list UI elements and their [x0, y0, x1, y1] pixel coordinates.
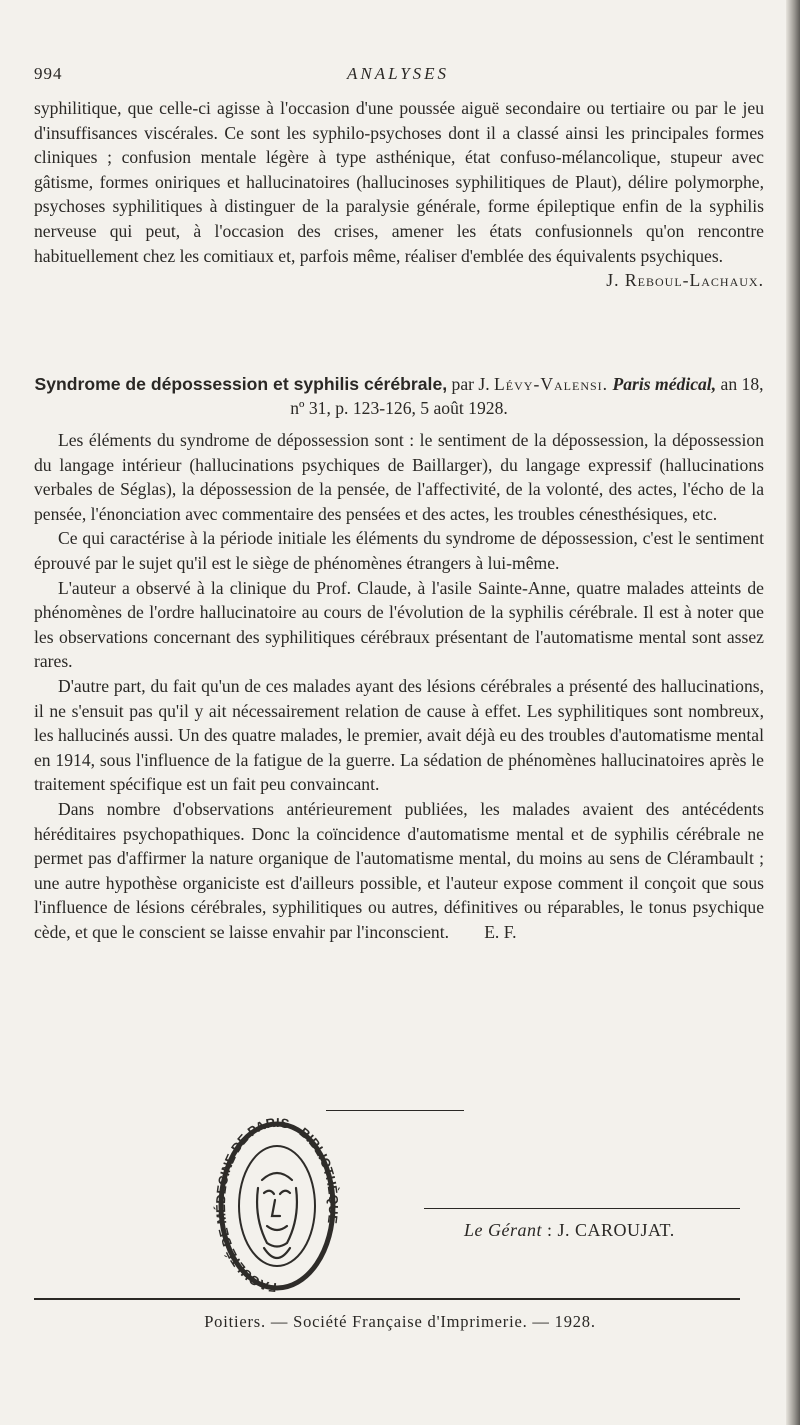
review2-signature: E. F. — [484, 921, 517, 942]
section-end-rule — [326, 1110, 464, 1111]
running-header — [34, 64, 762, 88]
gerant-rule — [424, 1208, 740, 1209]
review2-paragraph-4: D'autre part, du fait qu'un de ces malades ayant des lésions cérébrales a présenté des hallucinations, il ne s'ensuit pas qu'il y ait nécessairement relation de cause à effet. Les syphilitiques sont nombreux, les hallucinés aussi. Un des quatre malades, le premier, avait déjà eu des troubles d'automatisme mental en 1914, sous l'influence de la fatigue de la guerre. La sédation de phénomènes hallucinatoires après le traitement spécifique est un fait peu convaincant. — [34, 675, 764, 795]
review2-paragraph-5 — [34, 797, 764, 945]
gerant-name: J. CAROUJAT. — [557, 1220, 675, 1240]
review1-signature: J. Reboul-Lachaux. — [606, 270, 764, 291]
footer-rule — [34, 1298, 740, 1300]
printer-imprint: Poitiers. — Société Française d'Imprimerie. — 1928. — [204, 1312, 596, 1331]
review1-paragraph: syphilitique, que celle-ci agisse à l'occasion d'une poussée aiguë secondaire ou tertiaire ou par le jeu d'insuffisances viscérales. Ce sont les syphilo-psychoses dont il a classé ainsi les principales formes cliniques ; confusion mentale légère à type asthénique, état confuso-mélancolique, stupeur avec gâtisme, formes oniriques et hallucinatoires (hallucinoses syphilitiques de Plaut), délire polymorphe, psychoses syphilitiques à distinguer de la paralysie générale, forme épileptique enfin de la syphilis nerveuse qui peut, à l'occasion des crises, amener les états confusionnels qu'on rencontre habituellement chez les comitiaux et, parfois même, réaliser d'emblée des équivalents psychiques. — [34, 98, 764, 266]
article-journal: Paris médical, — [612, 374, 717, 394]
article-by: par J. — [451, 374, 490, 394]
article-heading — [34, 372, 764, 420]
article-author: Lévy-Valensi. — [494, 374, 609, 394]
article-citation: an 18, nº 31, p. 123-126, 5 août 1928. — [290, 374, 764, 418]
seal-text: FACULTÉ DE MÉDECINE DE PARIS · BIBLIOTHÈQUE — [212, 1114, 342, 1296]
running-title: ANALYSES — [346, 64, 450, 83]
review2-paragraph-2: Ce qui caractérise à la période initiale les éléments du syndrome de dépossession, c'est le sentiment éprouvé par le sujet qu'il est le siège de phénomènes étrangers à lui-même. — [34, 528, 764, 573]
library-stamp-seal — [212, 1108, 342, 1308]
gerant-line — [464, 1220, 675, 1241]
article-review — [34, 428, 764, 944]
review2-paragraph-1: Les éléments du syndrome de dépossession sont : le sentiment de la dépossession, la dépossession du langage intérieur (hallucinations psychiques de Baillarger), du langage expressif (hallucinations verbales de Séglas), la dépossession de la pensée, de l'affectivité, de la volonté, des actes, l'écho de la pensée, l'énonciation avec commentaire des pensées et des actes, les troubles cénesthésiques, etc. — [34, 430, 764, 524]
review2-paragraph-5-text: Dans nombre d'observations antérieurement publiées, les malades avaient des antécédents héréditaires psychopathiques. Donc la coïncidence d'automatisme mental et de syphilis cérébrale ne permet pas d'affirmer la nature organique de l'automatisme mental, du moins au sens de Clérambault ; une autre hypothèse organiciste est d'ailleurs possible, et l'auteur expose comment il conçoit que sous l'influence de lésions cérébrales, syphilitiques ou autres, définitives ou réparables, le tonus psychique cède, et que le conscient se laisse envahir par l'inconscient. — [34, 798, 764, 942]
review-continuation — [34, 96, 764, 293]
page-edge-shadow — [786, 0, 800, 1425]
gerant-label: Le Gérant — [464, 1220, 542, 1240]
svg-text:FACULTÉ DE MÉDECINE DE PARIS · — [213, 1115, 341, 1295]
page-number: 994 — [34, 64, 63, 83]
review2-paragraph-3: L'auteur a observé à la clinique du Prof. Claude, à l'asile Sainte-Anne, quatre malades atteints de phénomènes de l'ordre hallucinatoire au cours de l'évolution de la syphilis cérébrale. Il est à noter que les observations concernant des syphilitiques cérébraux présentant de l'automatisme mental sont assez rares. — [34, 577, 764, 672]
gerant-separator: : — [547, 1220, 553, 1240]
article-title: Syndrome de dépossession et syphilis cérébrale, — [34, 374, 448, 394]
